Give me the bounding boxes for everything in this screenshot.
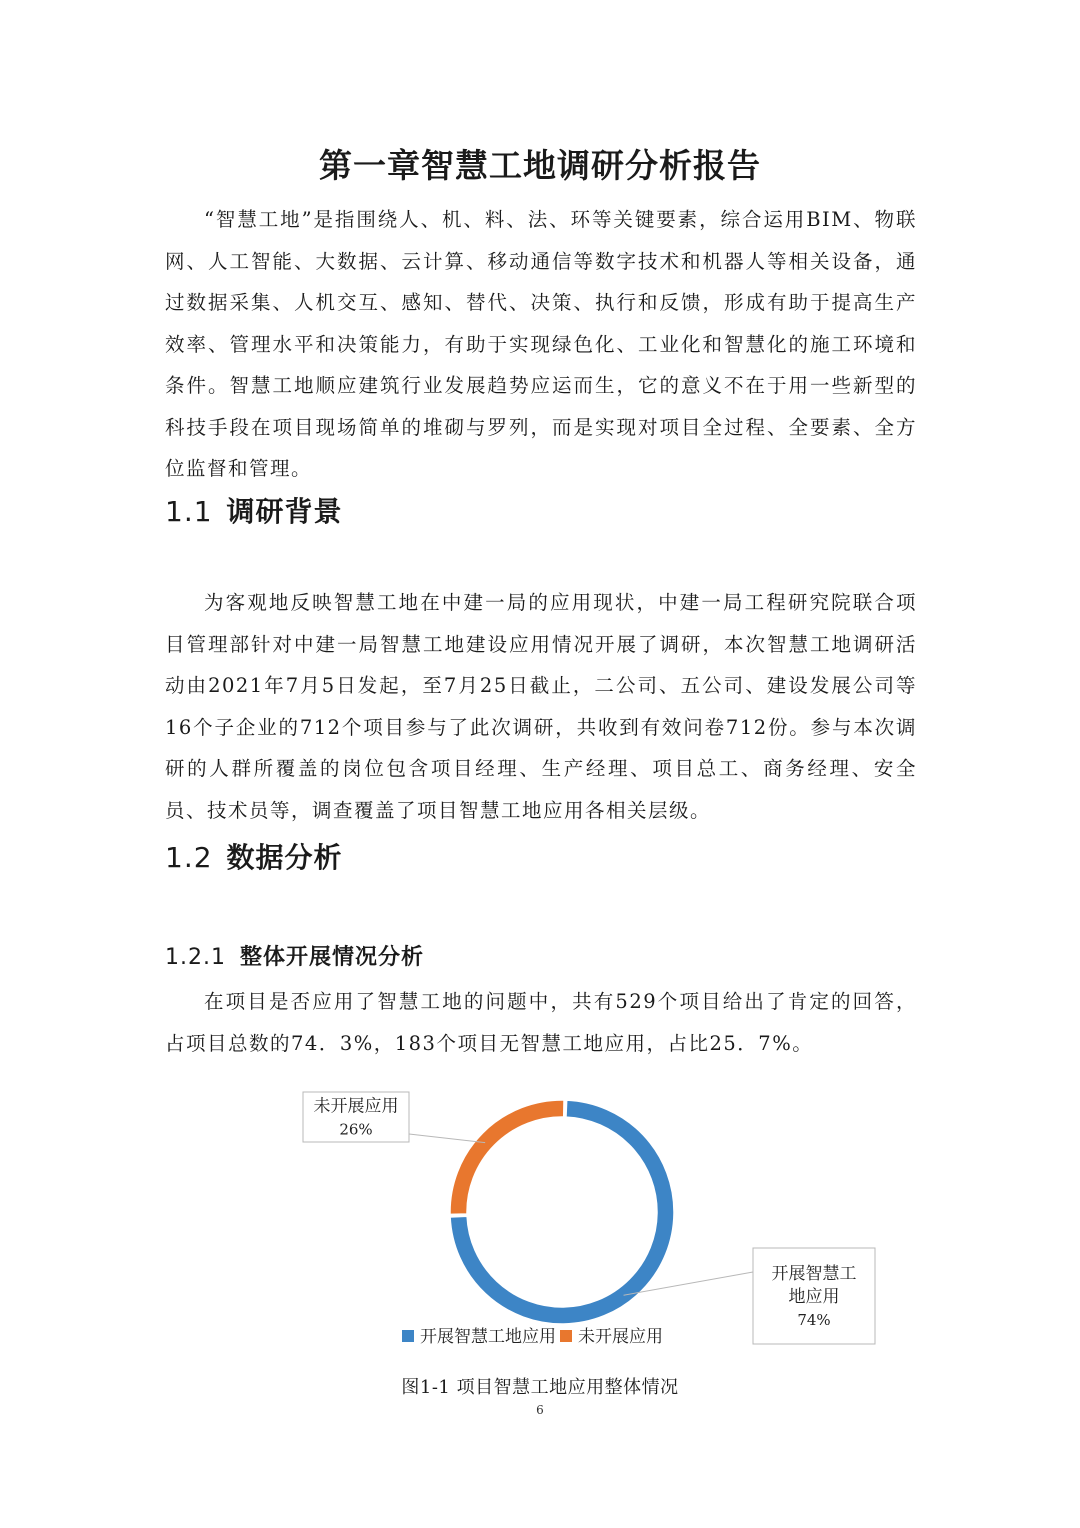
data-label-text: 未开展应用 [313, 1096, 399, 1117]
section-number: 1.1 [165, 495, 213, 528]
donut-chart-figure [290, 1080, 890, 1380]
intro-paragraph: “智慧工地”是指围绕人、机、料、法、环等关键要素，综合运用BIM、物联网、人工智能、大数据、云计算、移动通信等数字技术和机器人等相关设备，通过数据采集、人机交互、感知、替代、决策、执行和反馈，形成有助于提高生产效率、管理水平和决策能力，有助于实现绿色化、工业化和智慧化的施工环境和条件。智慧工地顺应建筑行业发展趋势应运而生，它的意义不在于用一些新型的科技手段在项目现场简单的堆砌与罗列，而是实现对项目全过程、全要素、全方位监督和管理。 [165, 208, 917, 480]
donut-slice-2 [450, 1100, 564, 1214]
data-label-text: 开展智慧工 [771, 1264, 857, 1284]
legend-label-2: 未开展应用 [578, 1327, 663, 1347]
background-paragraph: 为客观地反映智慧工地在中建一局的应用现状，中建一局工程研究院联合项目管理部针对中建一局智慧工地建设应用情况开展了调研，本次智慧工地调研活动由2021年7月5日发起，至7月25日截止，二公司、五公司、建设发展公司等16个子企业的712个项目参与了此次调研，共收到有效问卷712份。参与本次调研的人群所覆盖的岗位包含项目经理、生产经理、项目总工、商务经理、安全员、技术员等，调查覆盖了项目智慧工地应用各相关层级。 [165, 591, 917, 822]
data-label-text: 26% [339, 1120, 373, 1139]
section-heading-1-1 [165, 490, 343, 530]
data-label-text: 74% [797, 1311, 831, 1329]
subsection-heading-1-2-1 [165, 940, 424, 971]
legend-swatch-1 [402, 1330, 414, 1342]
donut-chart [290, 1080, 890, 1380]
figure-caption: 图1-1 项目智慧工地应用整体情况 [401, 1377, 679, 1398]
legend-label-1: 开展智慧工地应用 [420, 1327, 556, 1347]
chapter-title: 第一章智慧工地调研分析报告 [319, 146, 761, 185]
data-label-text: 地应用 [788, 1287, 840, 1307]
legend-swatch-2 [560, 1330, 572, 1342]
section-number: 1.2 [165, 841, 213, 874]
subsection-title: 整体开展情况分析 [239, 945, 424, 970]
section-heading-1-2 [165, 836, 343, 876]
data-label-leader-line [409, 1134, 485, 1143]
section-title: 数据分析 [226, 841, 343, 874]
overall-analysis-paragraph: 在项目是否应用了智慧工地的问题中，共有529个项目给出了肯定的回答，占项目总数的74．3%，183个项目无智慧工地应用，占比25．7%。 [165, 990, 917, 1055]
page-number: 6 [536, 1403, 544, 1417]
section-title: 调研背景 [226, 495, 343, 528]
subsection-number: 1.2.1 [165, 945, 226, 970]
